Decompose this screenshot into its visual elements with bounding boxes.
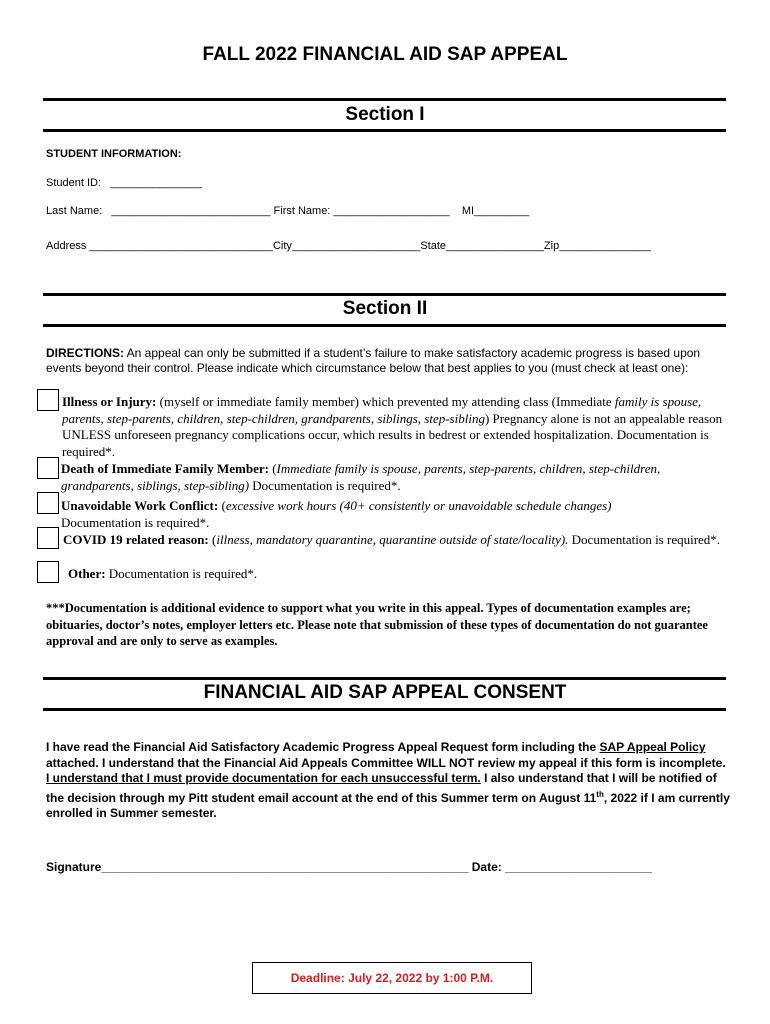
option-other-label: Other:: [68, 566, 106, 581]
name-fields[interactable]: Last Name: __________________________ First Name: ___________________ MI_________: [46, 205, 530, 217]
section1-top-rule: [43, 98, 726, 101]
option-death: [61, 461, 721, 494]
consent-statement: [46, 740, 732, 822]
sap-appeal-policy-link[interactable]: SAP Appeal Policy: [599, 740, 706, 754]
option-covid-text2: Documentation is required*.: [568, 532, 721, 547]
death-checkbox[interactable]: [37, 457, 59, 479]
documentation-note: ***Documentation is additional evidence to support what you write in this appeal. Types of documentation examples are; obituaries, doctor’s notes, employer letters etc. Please note that submission of these types of documentation do not guarantee approval and are only to serve as examples.: [46, 601, 708, 648]
option-death-italic: Immediate family is spouse, parents, step-parents, children, step-children, grandparents, siblings, step-sibling): [61, 461, 661, 493]
section1-heading: Section I: [345, 104, 425, 125]
address-fields[interactable]: Address ______________________________City_____________________State________________Zip_______________: [46, 240, 651, 252]
option-illness-label: Illness or Injury:: [62, 394, 157, 409]
directions-text: [46, 346, 732, 376]
option-illness-text2: ) Pregnancy alone is not an appealable reason UNLESS unforeseen pregnancy complications occur, which results in bedrest or extended hospitalization. Documentation is required*.: [62, 410, 723, 459]
directions-body: An appeal can only be submitted if a student’s failure to make satisfactory academic progress is based upon events beyond their control. Please indicate which circumstance below that best applies to you (must check at least one):: [46, 346, 701, 375]
section2-bottom-rule: [43, 324, 726, 327]
option-illness-text: (myself or immediate family member) which prevented my attending class (Immediate: [156, 394, 615, 409]
covid-checkbox[interactable]: [37, 527, 59, 549]
deadline-text: Deadline: July 22, 2022 by 1:00 P.M.: [290, 971, 494, 985]
option-death-text: (: [268, 461, 277, 476]
section2-heading: Section II: [342, 298, 428, 319]
consent-part2: attached. I understand that the Financial Aid Appeals Committee WILL NOT review my appeal if this form is incomplete.: [46, 755, 726, 770]
consent-part3: I also understand that I will be notified of the decision through my Pitt student email account at the end of this Summer term on August 11: [46, 771, 717, 805]
form-title: FALL 2022 FINANCIAL AID SAP APPEAL: [202, 44, 568, 65]
student-id-field[interactable]: Student ID: _______________: [46, 177, 202, 189]
option-covid-italic: illness, mandatory quarantine, quarantine outside of state/locality).: [216, 532, 569, 547]
consent-top-rule: [43, 677, 726, 680]
consent-part4: , 2022 if I am currently enrolled in Summer semester.: [46, 790, 730, 820]
consent-sup: th: [596, 789, 604, 799]
section2-top-rule: [43, 293, 726, 296]
consent-underlined: I understand that I must provide documentation for each unsuccessful term.: [46, 771, 481, 785]
option-other-text: Documentation is required*.: [105, 566, 258, 581]
signature-date-line[interactable]: Signature_______________________________________________________ Date: ______________________: [46, 860, 652, 874]
option-work-text2: Documentation is required*.: [61, 514, 210, 530]
option-work-text: (: [218, 498, 226, 513]
option-covid-text: (: [208, 532, 217, 547]
student-info-label: STUDENT INFORMATION:: [46, 148, 182, 160]
option-illness: [62, 394, 728, 460]
option-death-text2: Documentation is required*.: [249, 477, 401, 493]
consent-heading: FINANCIAL AID SAP APPEAL CONSENT: [203, 682, 567, 703]
option-covid-label: COVID 19 related reason:: [63, 532, 209, 547]
work-conflict-checkbox[interactable]: [37, 492, 59, 514]
illness-checkbox[interactable]: [37, 389, 59, 411]
option-covid: [63, 532, 733, 549]
option-work-conflict: [61, 498, 671, 531]
option-work-italic: excessive work hours (40+ consistently or unavoidable schedule changes): [225, 498, 612, 513]
consent-bottom-rule: [43, 708, 726, 711]
section1-bottom-rule: [43, 129, 726, 132]
consent-part1: I have read the Financial Aid Satisfactory Academic Progress Appeal Request form including the: [46, 740, 600, 754]
directions-label: DIRECTIONS:: [46, 346, 124, 360]
other-checkbox[interactable]: [37, 561, 59, 583]
deadline-box: [252, 962, 532, 994]
option-work-label: Unavoidable Work Conflict:: [61, 498, 219, 513]
option-other: [68, 566, 708, 583]
option-illness-italic: family is spouse, parents, step-parents, children, step-children, grandparents, siblings, step-sibling: [62, 394, 702, 426]
option-death-label: Death of Immediate Family Member:: [61, 461, 269, 476]
